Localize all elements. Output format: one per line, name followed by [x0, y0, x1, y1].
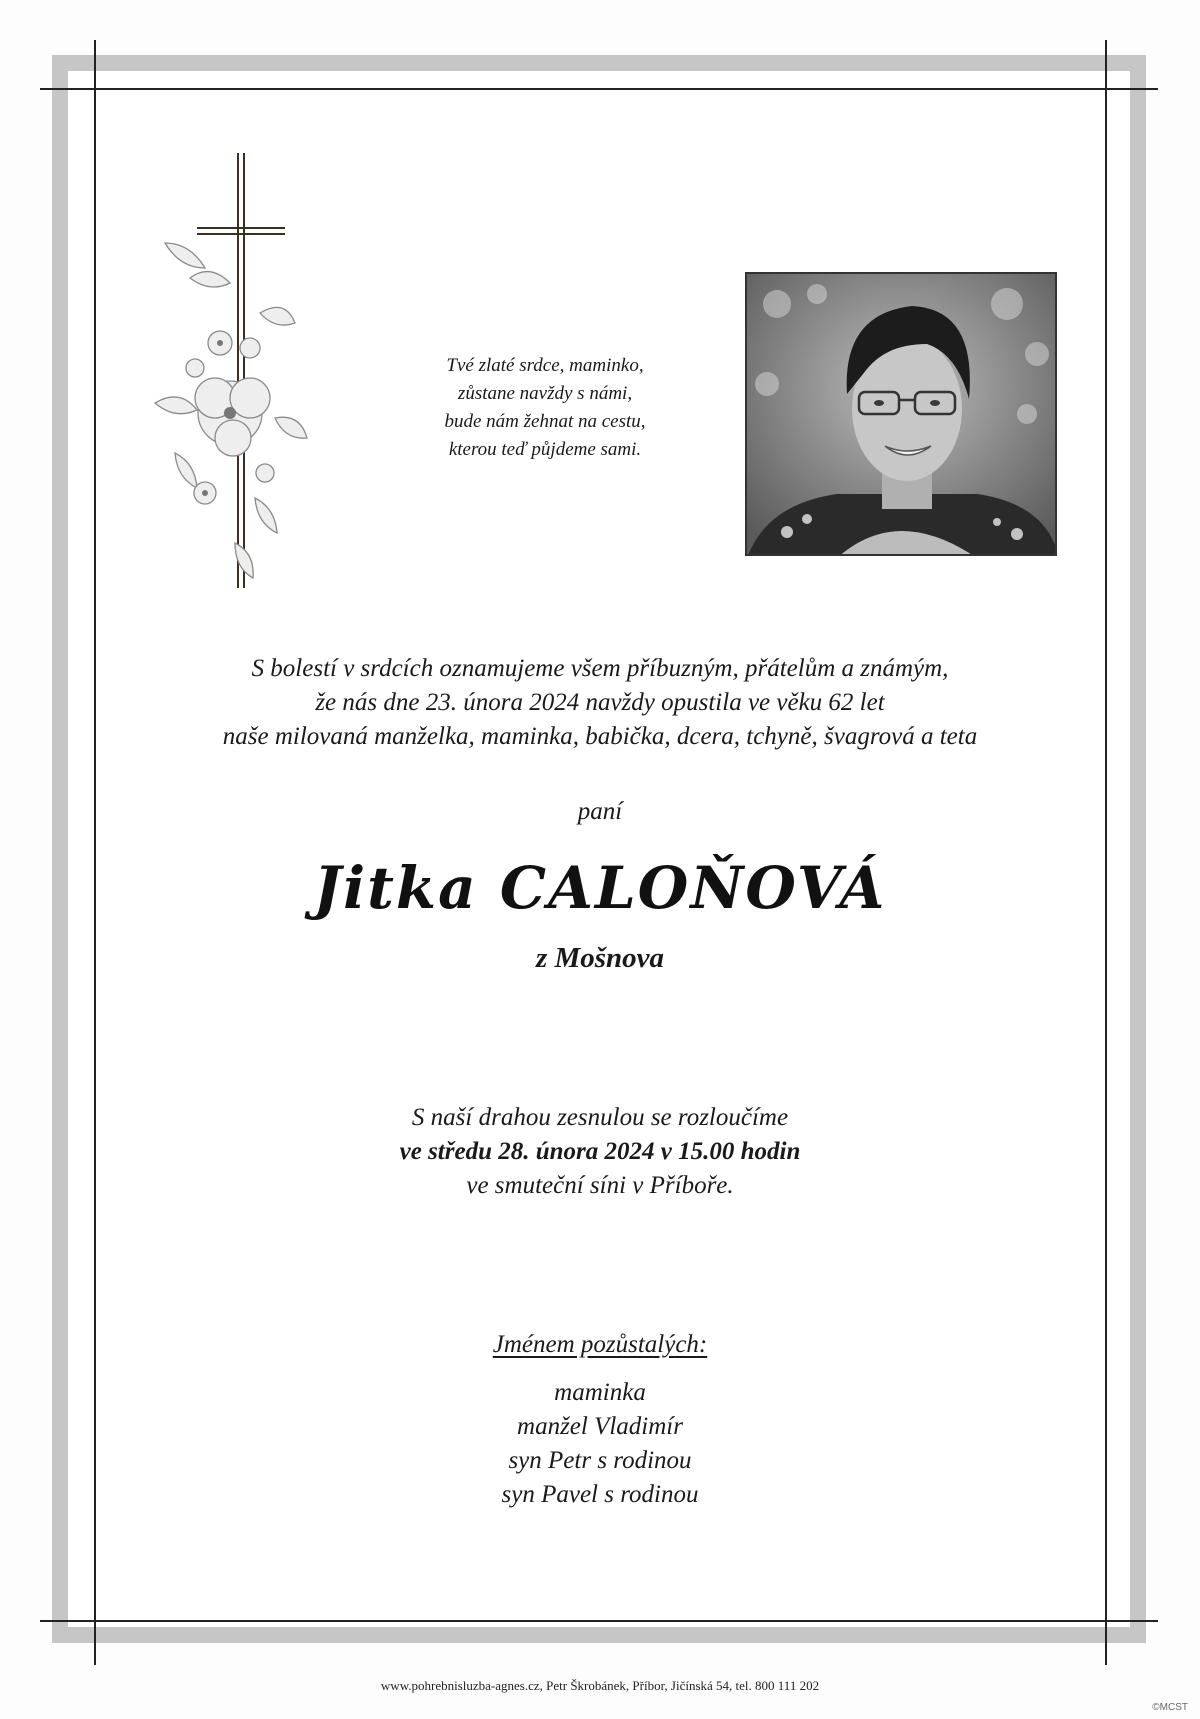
mourners-list: [350, 1328, 850, 1512]
bottom-border-line: [40, 1620, 1158, 1622]
mourner-item: syn Pavel s rodinou: [501, 1481, 699, 1508]
portrait-photo: [745, 272, 1057, 556]
funeral-details: [200, 1101, 1000, 1203]
mourner-item: syn Petr s rodinou: [508, 1447, 692, 1474]
funeral-service-footer: www.pohrebnisluzba-agnes.cz, Petr Škrobánek, Příbor, Jičínská 54, tel. 800 111 202: [380, 1678, 820, 1693]
left-border-line: [94, 40, 96, 1665]
ceremony-location: ve smuteční síni v Příboře.: [466, 1172, 734, 1199]
death-announcement: [100, 652, 1100, 754]
verse-line: Tvé zlaté srdce, maminko,: [446, 355, 644, 376]
portrait-image: [747, 274, 1057, 556]
verse-line: zůstane navždy s námi,: [457, 383, 633, 404]
deceased-origin: z Mošnova: [535, 942, 665, 974]
top-border-line: [40, 88, 1158, 90]
cross-with-flowers-icon: [135, 148, 325, 598]
mourner-item: maminka: [554, 1379, 646, 1406]
mourner-item: manžel Vladimír: [517, 1413, 683, 1440]
announcement-line: že nás dne 23. února 2024 navždy opustila ve věku 62 let: [315, 689, 885, 716]
deceased-name: Jitka CALOŇOVÁ: [313, 854, 887, 922]
announcement-line: naše milovaná manželka, maminka, babička, dcera, tchyně, švagrová a teta: [222, 723, 978, 750]
announcement-line: S bolestí v srdcích oznamujeme všem příbuzným, přátelům a známým,: [251, 655, 949, 682]
memorial-verse: [395, 352, 695, 464]
right-border-line: [1105, 40, 1107, 1665]
ceremony-datetime: ve středu 28. února 2024 v 15.00 hodin: [399, 1138, 801, 1165]
copyright-mark: ©MCST: [1152, 1702, 1188, 1713]
verse-line: kterou teď půjdeme sami.: [448, 439, 642, 460]
honorific-title: paní: [577, 798, 623, 825]
mourners-heading: Jménem pozůstalých:: [492, 1331, 708, 1358]
ceremony-intro: S naší drahou zesnulou se rozloučíme: [411, 1104, 789, 1131]
verse-line: bude nám žehnat na cestu,: [444, 411, 646, 432]
